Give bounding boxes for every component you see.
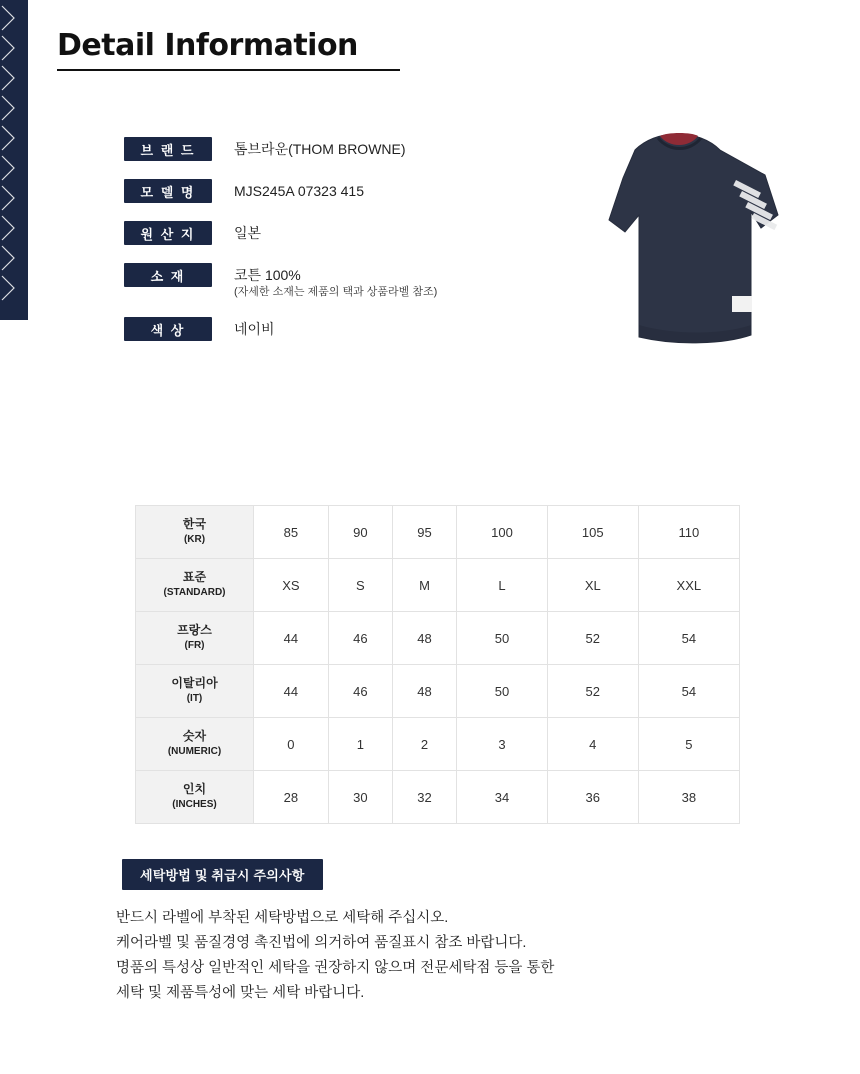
info-row-material [124, 263, 544, 299]
info-label-material: 소 재 [124, 263, 212, 287]
info-label-brand: 브 랜 드 [124, 137, 212, 161]
table-row [136, 559, 740, 612]
decorative-side-strip [0, 0, 28, 320]
size-row-label-inches [136, 771, 254, 824]
header-underline [57, 69, 400, 71]
zigzag-pattern-icon [0, 0, 28, 320]
info-value-model: MJS245A 07323 415 [234, 183, 364, 199]
size-cell: 1 [328, 718, 392, 771]
size-cell: 5 [638, 718, 739, 771]
size-cell: 50 [457, 665, 548, 718]
care-line: 반드시 라벨에 부착된 세탁방법으로 세탁해 주십시오. [116, 910, 449, 926]
size-cell: 4 [547, 718, 638, 771]
table-row [136, 718, 740, 771]
info-row-brand [124, 137, 544, 161]
size-conversion-table [135, 505, 740, 824]
size-cell: 0 [254, 718, 329, 771]
size-cell: 54 [638, 612, 739, 665]
size-cell: 110 [638, 506, 739, 559]
size-row-label-numeric [136, 718, 254, 771]
care-line: 케어라벨 및 품질경영 촉진법에 의거하여 품질표시 참조 바랍니다. [116, 935, 527, 951]
hem-label [732, 296, 752, 312]
size-cell: 2 [392, 718, 456, 771]
size-row-name: 숫자 [182, 729, 207, 743]
page-header [57, 28, 402, 71]
info-label-origin: 원 산 지 [124, 221, 212, 245]
size-cell: S [328, 559, 392, 612]
size-cell: M [392, 559, 456, 612]
table-row [136, 665, 740, 718]
info-row-color [124, 317, 544, 341]
page-title: Detail Information [57, 28, 358, 63]
size-cell: XL [547, 559, 638, 612]
size-cell: 38 [638, 771, 739, 824]
care-line: 명품의 특성상 일반적인 세탁을 권장하지 않으며 전문세탁점 등을 통한 [116, 960, 555, 976]
size-cell: XXL [638, 559, 739, 612]
info-value-color: 네이비 [234, 321, 275, 337]
size-row-label-kr [136, 506, 254, 559]
size-cell: 52 [547, 665, 638, 718]
product-info-list [124, 137, 544, 359]
size-row-name: 한국 [182, 517, 207, 531]
size-row-sub: (NUMERIC) [167, 746, 222, 757]
longsleeve-shirt-icon [565, 120, 795, 385]
size-cell: 44 [254, 665, 329, 718]
info-row-origin [124, 221, 544, 245]
size-row-name: 표준 [182, 570, 207, 584]
size-cell: 48 [392, 665, 456, 718]
size-cell: 46 [328, 665, 392, 718]
size-cell: 52 [547, 612, 638, 665]
size-cell: 34 [457, 771, 548, 824]
size-cell: 50 [457, 612, 548, 665]
info-value-origin: 일본 [234, 225, 262, 241]
info-value-brand: 톰브라운(THOM BROWNE) [234, 141, 406, 157]
size-row-name: 프랑스 [177, 623, 212, 637]
size-row-sub: (KR) [183, 534, 206, 545]
size-row-sub: (FR) [184, 640, 205, 651]
product-image [565, 120, 795, 385]
info-label-color: 색 상 [124, 317, 212, 341]
size-cell: 105 [547, 506, 638, 559]
size-cell: XS [254, 559, 329, 612]
size-row-label-standard [136, 559, 254, 612]
size-cell: 32 [392, 771, 456, 824]
size-row-name: 이탈리아 [171, 676, 218, 690]
size-row-name: 인치 [182, 782, 207, 796]
size-cell: 48 [392, 612, 456, 665]
size-cell: 36 [547, 771, 638, 824]
size-cell: L [457, 559, 548, 612]
size-cell: 95 [392, 506, 456, 559]
material-note: (자세한 소재는 제품의 택과 상품라벨 참조) [234, 286, 438, 298]
material-main: 코튼 100% [234, 267, 301, 283]
size-cell: 100 [457, 506, 548, 559]
care-instructions-badge: 세탁방법 및 취급시 주의사항 [122, 859, 323, 890]
size-cell: 30 [328, 771, 392, 824]
info-value-material [234, 263, 437, 299]
size-cell: 85 [254, 506, 329, 559]
size-cell: 46 [328, 612, 392, 665]
size-cell: 44 [254, 612, 329, 665]
care-line: 세탁 및 제품특성에 맞는 세탁 바랍니다. [116, 985, 365, 1001]
size-cell: 3 [457, 718, 548, 771]
size-cell: 90 [328, 506, 392, 559]
table-row [136, 612, 740, 665]
info-label-model: 모 델 명 [124, 179, 212, 203]
size-row-label-fr [136, 612, 254, 665]
table-row [136, 506, 740, 559]
size-cell: 54 [638, 665, 739, 718]
table-row [136, 771, 740, 824]
size-row-sub: (IT) [186, 693, 203, 704]
size-row-sub: (STANDARD) [163, 587, 226, 598]
size-cell: 28 [254, 771, 329, 824]
care-instructions-text [116, 906, 756, 1006]
size-row-sub: (INCHES) [172, 799, 217, 810]
info-row-model [124, 179, 544, 203]
size-row-label-it [136, 665, 254, 718]
